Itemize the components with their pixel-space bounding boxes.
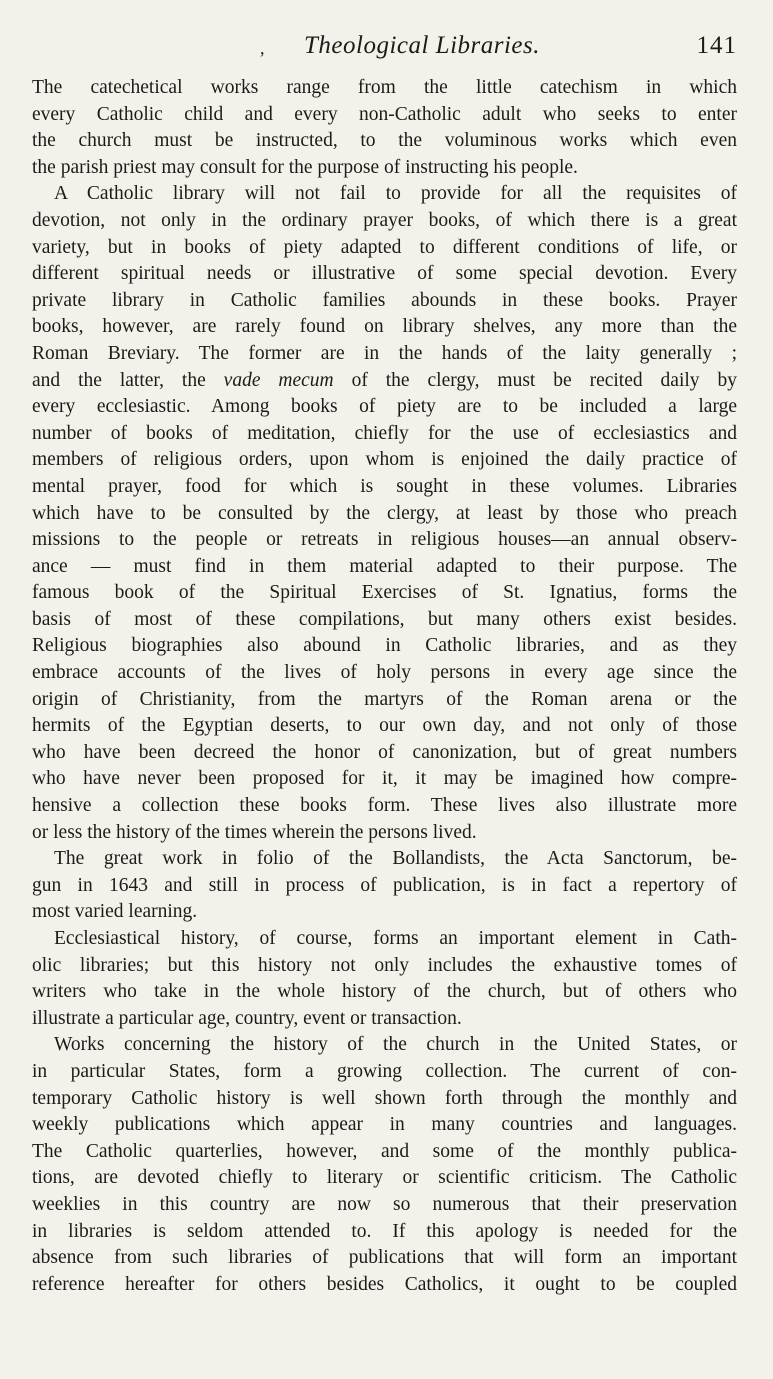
text-line: hensive a collection these books form. These lives also illustrate more bbox=[32, 795, 737, 817]
text-line: basis of most of these compilations, but many others exist besides. bbox=[32, 608, 737, 630]
text-line: hermits of the Egyptian deserts, to our own day, and not only of those bbox=[32, 715, 737, 737]
text-line: which have to be consulted by the clergy, at least by those who preach bbox=[32, 502, 737, 524]
text-line: famous book of the Spiritual Exercises of St. Ignatius, forms the bbox=[32, 582, 737, 604]
text-line: number of books of meditation, chiefly for the use of ecclesiastics and bbox=[32, 422, 737, 444]
text-line: weekly publications which appear in many countries and languages. bbox=[32, 1114, 737, 1136]
text-line: most varied learning. bbox=[32, 901, 198, 923]
text-line: every Catholic child and every non-Catholic adult who seeks to enter bbox=[32, 103, 737, 125]
text-line: books, however, are rarely found on library shelves, any more than the bbox=[32, 316, 737, 338]
text-line: missions to the people or retreats in religious houses—an annual observ- bbox=[32, 529, 737, 551]
text-line: every ecclesiastic. Among books of piety are to be included a large bbox=[32, 396, 737, 418]
text-line: different spiritual needs or illustrative of some special devotion. Every bbox=[32, 263, 737, 285]
text-line: the church must be instructed, to the voluminous works which even bbox=[32, 130, 737, 152]
text-line: origin of Christianity, from the martyrs of the Roman arena or the bbox=[32, 688, 737, 710]
header-mark: , bbox=[260, 38, 265, 58]
text-line: in particular States, form a growing collection. The current of con- bbox=[32, 1060, 737, 1082]
text-line: The great work in folio of the Bollandists, the Acta Sanctorum, be- bbox=[54, 848, 737, 870]
text-line: devotion, not only in the ordinary prayer books, of which there is a great bbox=[32, 209, 737, 231]
text-line: tions, are devoted chiefly to literary or scientific criticism. The Catholic bbox=[32, 1167, 737, 1189]
text-line: Religious biographies also abound in Catholic libraries, and as they bbox=[32, 635, 737, 657]
text-line: Works concerning the history of the church in the United States, or bbox=[54, 1034, 737, 1056]
running-header bbox=[32, 30, 737, 70]
text-line: gun in 1643 and still in process of publication, is in fact a repertory of bbox=[32, 874, 737, 896]
text-line-part: and the latter, the bbox=[32, 369, 224, 391]
text-line: writers who take in the whole history of the church, but of others who bbox=[32, 981, 737, 1003]
page-number: 141 bbox=[696, 32, 737, 59]
text-line: The Catholic quarterlies, however, and some of the monthly publica- bbox=[32, 1140, 737, 1162]
text-line-part: of the clergy, must be recited daily by bbox=[333, 369, 737, 391]
text-line: illustrate a particular age, country, event or transaction. bbox=[32, 1007, 462, 1029]
text-line bbox=[32, 368, 737, 395]
text-line: embrace accounts of the lives of holy persons in every age since the bbox=[32, 662, 737, 684]
text-line: who have never been proposed for it, it may be imagined how compre- bbox=[32, 768, 737, 790]
text-line: A Catholic library will not fail to provide for all the requisites of bbox=[54, 183, 737, 205]
text-line: absence from such libraries of publications that will form an important bbox=[32, 1247, 737, 1269]
text-line: The catechetical works range from the little catechism in which bbox=[32, 77, 737, 98]
text-line: members of religious orders, upon whom is enjoined the daily practice of bbox=[32, 449, 737, 471]
text-line: reference hereafter for others besides Catholics, it ought to be coupled bbox=[32, 1273, 737, 1295]
text-line: Roman Breviary. The former are in the hands of the laity generally ; bbox=[32, 342, 737, 364]
text-line: who have been decreed the honor of canonization, but of great numbers bbox=[32, 741, 737, 763]
text-line: mental prayer, food for which is sought in these volumes. Libraries bbox=[32, 475, 737, 497]
text-line: private library in Catholic families abounds in these books. Prayer bbox=[32, 289, 737, 311]
running-title: Theological Libraries. bbox=[304, 32, 541, 59]
text-line: temporary Catholic history is well shown forth through the monthly and bbox=[32, 1087, 737, 1109]
text-line: ance — must find in them material adapted to their purpose. The bbox=[32, 555, 737, 577]
text-line: in libraries is seldom attended to. If this apology is needed for the bbox=[32, 1220, 737, 1242]
text-line: olic libraries; but this history not only includes the exhaustive tomes of bbox=[32, 954, 737, 976]
text-line: variety, but in books of piety adapted to different conditions of life, or bbox=[32, 236, 737, 258]
body-text bbox=[32, 75, 737, 1298]
text-line: Ecclesiastical history, of course, forms an important element in Cath- bbox=[54, 928, 737, 949]
text-line: the parish priest may consult for the purpose of instructing his people. bbox=[32, 156, 578, 178]
text-line: or less the history of the times wherein the persons lived. bbox=[32, 821, 477, 843]
text-line: weeklies in this country are now so numerous that their preservation bbox=[32, 1193, 737, 1215]
italic-phrase: vade mecum bbox=[223, 369, 334, 391]
